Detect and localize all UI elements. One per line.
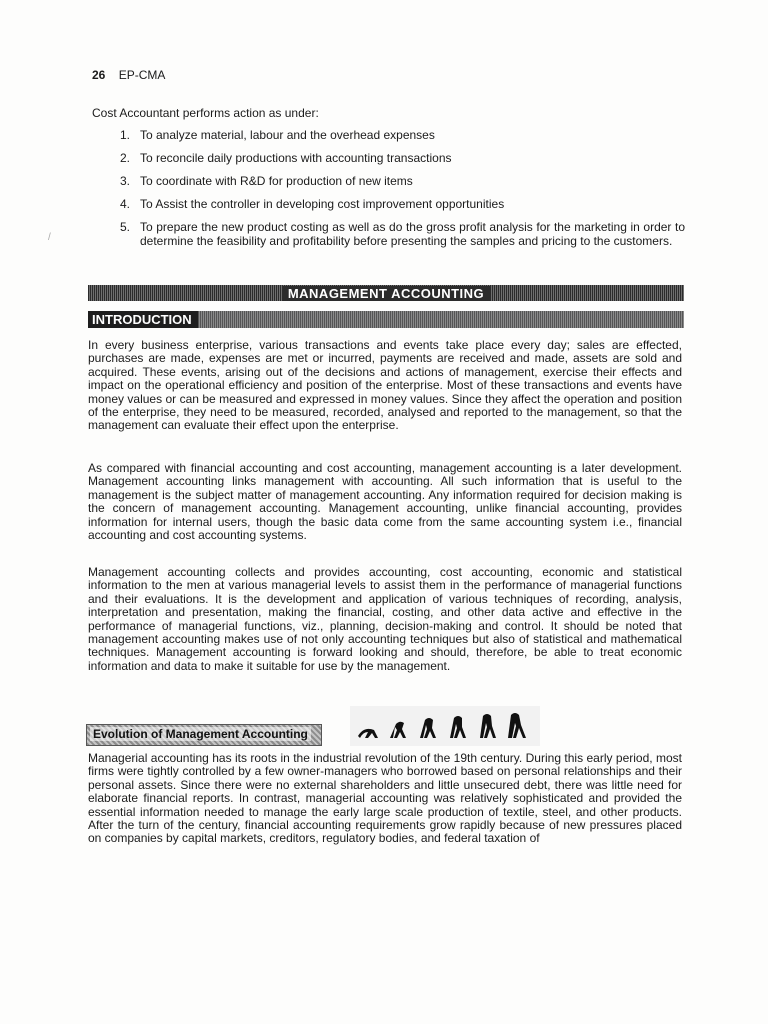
cost-accountant-list xyxy=(120,128,685,257)
list-item-number: 3. xyxy=(120,174,131,188)
list-item-number: 5. xyxy=(120,220,131,234)
list-item-number: 2. xyxy=(120,151,131,165)
cost-accountant-intro: Cost Accountant performs action as under: xyxy=(92,106,319,120)
list-item-text: To reconcile daily productions with accounting transactions xyxy=(140,151,452,165)
section-title: MANAGEMENT ACCOUNTING xyxy=(282,286,490,301)
list-item-text: To prepare the new product costing as well as do the gross profit analysis for the marketing in order to determine the feasibility and profitability before presenting the samples and pricing to the customers. xyxy=(140,220,685,248)
intro-paragraph-2: As compared with financial accounting and cost accounting, management accounting is a later development. Management accounting links management with accounting. All such information that is useful to the management is the subject matter of management accounting. Any information required for decision making is the concern of management accounting. Management accounting, unlike financial accounting, provides information for internal users, though the basic data come from the same accounting system i.e., financial accounting and cost accounting systems. xyxy=(88,461,682,543)
evolution-of-man-icon xyxy=(350,706,540,746)
evolution-heading-box xyxy=(86,724,322,746)
list-item-text: To Assist the controller in developing cost improvement opportunities xyxy=(140,197,505,211)
list-item-number: 4. xyxy=(120,197,131,211)
list-item-text: To coordinate with R&D for production of new items xyxy=(140,174,413,188)
list-item xyxy=(120,151,685,165)
list-item-text: To analyze material, labour and the overhead expenses xyxy=(140,128,435,142)
list-item-number: 1. xyxy=(120,128,131,142)
list-item xyxy=(120,128,685,142)
introduction-heading: INTRODUCTION xyxy=(88,311,198,328)
list-item xyxy=(120,174,685,188)
evolution-heading: Evolution of Management Accounting xyxy=(90,727,311,741)
list-item xyxy=(120,197,685,211)
introduction-heading-bar xyxy=(88,311,684,328)
intro-paragraph-1: In every business enterprise, various transactions and events take place every day; sales are effected, purchases are made, expenses are met or incurred, payments are received and made, assets are sold and acquired. These events, arising out of the decisions and actions of management, exercise their effects and impact on the operational efficiency and position of the enterprise. Most of these transactions and events have money values or can be measured and expressed in money values. Since they affect the operation and position of the enterprise, they need to be measured, recorded, analysed and reported to the management, so that the management can evaluate their effect upon the enterprise. xyxy=(88,338,682,433)
running-title: EP-CMA xyxy=(118,68,166,82)
list-item xyxy=(120,220,685,248)
section-title-banner xyxy=(88,285,684,301)
scan-mark: / xyxy=(48,232,51,243)
page-header xyxy=(92,68,165,82)
intro-paragraph-3: Management accounting collects and provides accounting, cost accounting, economic and statistical information to the men at various managerial levels to assist them in the performance of managerial functions and their evaluations. It is the development and application of various techniques of recording, analysis, interpretation and presentation, making the financial, costing, and other data active and effective in the performance of managerial functions, viz., planning, decision-making and control. It should be noted that management accounting makes use of not only accounting techniques but also of statistical and mathematical techniques. Management accounting is forward looking and should, therefore, be able to treat economic information and data to make it suitable for use by the management. xyxy=(88,565,682,673)
page-number: 26 xyxy=(92,68,106,82)
evolution-paragraph: Managerial accounting has its roots in the industrial revolution of the 19th century. During this early period, most firms were tightly controlled by a few owner-managers who borrowed based on personal relationships and their personal assets. Since there were no external shareholders and little unsecured debt, there was little need for elaborate financial reports. In contrast, managerial accounting was relatively sophisticated and provided the essential information needed to manage the early large scale production of textile, steel, and other products. After the turn of the century, financial accounting requirements grow rapidly because of new pressures placed on companies by capital markets, creditors, regulatory bodies, and federal taxation of xyxy=(88,751,682,846)
